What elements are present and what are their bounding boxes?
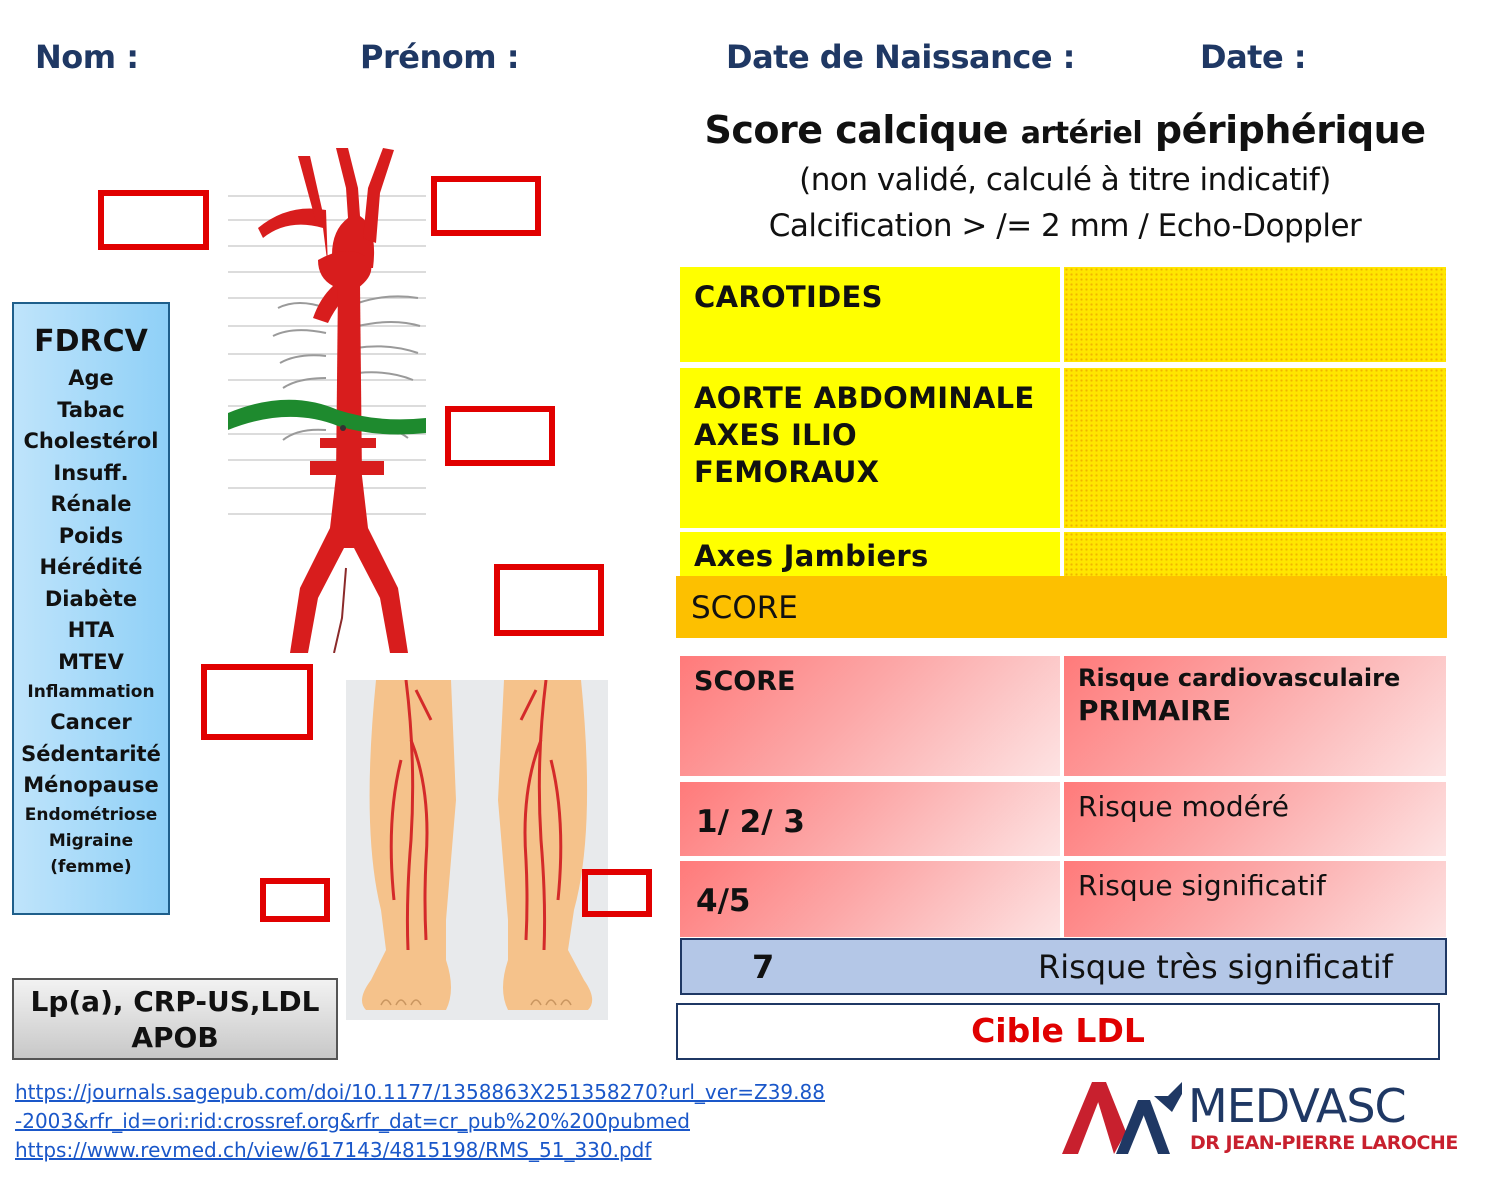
- risk-row-1-score: 1/ 2/ 3: [680, 782, 1060, 856]
- reference-links: [15, 1078, 825, 1165]
- risk-row-3-score: 7: [752, 948, 775, 986]
- fdrcv-item: MTEV: [58, 649, 124, 674]
- cible-ldl-box[interactable]: Cible LDL: [676, 1003, 1440, 1060]
- aorte-line-3: FEMORAUX: [694, 455, 880, 489]
- risk-row-2-label: Risque significatif: [1064, 861, 1446, 937]
- biomarkers-line-1: Lp(a), CRP-US,LDL: [30, 985, 320, 1018]
- reference-link-2[interactable]: https://www.revmed.ch/view/617143/4815198/RMS_51_330.pdf: [15, 1138, 652, 1162]
- risk-row-2-score: 4/5: [680, 861, 1060, 937]
- fdrcv-item: Endométriose: [24, 804, 158, 825]
- aorta-illustration: [228, 148, 426, 653]
- date-label: Date :: [1200, 38, 1307, 76]
- fdrcv-item: Diabète: [44, 586, 138, 611]
- fdrcv-title: FDRCV: [34, 324, 148, 359]
- fdrcv-item: Cholestérol: [23, 429, 159, 453]
- aorte-value-cell[interactable]: [1064, 368, 1446, 528]
- red-input-box-3[interactable]: [445, 406, 555, 466]
- fdrcv-item: Sédentarité: [21, 741, 161, 766]
- aorte-label: [680, 368, 1060, 528]
- carotides-value-cell[interactable]: [1064, 267, 1446, 362]
- risk-row-1-label: Risque modéré: [1064, 782, 1446, 856]
- title-part-a: Score calcique: [704, 108, 1009, 152]
- title-part-b: artériel: [1020, 116, 1143, 151]
- date-naissance-label: Date de Naissance :: [726, 38, 1075, 76]
- red-input-box-5[interactable]: [201, 664, 313, 740]
- fdrcv-item: Hérédité: [39, 555, 143, 579]
- aorte-line-1: AORTE ABDOMINALE: [694, 381, 1035, 415]
- fdrcv-item: Age: [68, 366, 114, 390]
- carotides-label: CAROTIDES: [680, 267, 1060, 362]
- biomarkers-box: [12, 978, 338, 1060]
- fdrcv-item: Inflammation: [27, 682, 155, 702]
- risk-header-line-1: Risque cardiovasculaire: [1078, 664, 1401, 692]
- score-total-bar[interactable]: SCORE: [676, 576, 1447, 638]
- red-input-box-4[interactable]: [494, 564, 604, 636]
- fdrcv-item: Ménopause: [23, 773, 159, 797]
- title-line-1: [680, 108, 1450, 152]
- fdrcv-panel: [12, 302, 170, 915]
- title-part-c: périphérique: [1154, 108, 1426, 152]
- risk-header-line-2: PRIMAIRE: [1078, 694, 1232, 727]
- title-line-3: Calcification > /= 2 mm / Echo-Doppler: [768, 208, 1362, 244]
- red-input-box-1[interactable]: [98, 190, 209, 250]
- fdrcv-item: (femme): [50, 856, 132, 877]
- logo-name: MEDVASC: [1188, 1079, 1406, 1133]
- fdrcv-item: Cancer: [50, 710, 132, 734]
- medvasc-logo-icon: [1062, 1082, 1182, 1154]
- reference-link-1-cont[interactable]: -2003&rfr_id=ori:rid:crossref.org&rfr_dat=cr_pub%20%200pubmed: [15, 1109, 690, 1133]
- red-input-box-7[interactable]: [582, 869, 652, 917]
- risk-row-3: [680, 938, 1447, 995]
- fdrcv-item: HTA: [67, 618, 115, 642]
- risk-row-3-label: Risque très significatif: [1038, 948, 1393, 986]
- legs-illustration: [346, 680, 608, 1020]
- logo-subtitle: DR JEAN-PIERRE LAROCHE: [1190, 1132, 1458, 1154]
- fdrcv-item: Migraine: [48, 830, 134, 851]
- risk-score-header: SCORE: [680, 656, 1060, 776]
- fdrcv-item: Poids: [58, 523, 124, 548]
- biomarkers-line-2: APOB: [131, 1021, 219, 1054]
- title-line-2: (non validé, calculé à titre indicatif): [799, 162, 1331, 198]
- red-input-box-2[interactable]: [431, 176, 541, 236]
- prenom-label: Prénom :: [360, 38, 519, 76]
- fdrcv-item: Tabac: [57, 397, 125, 422]
- aorte-line-2: AXES ILIO: [694, 418, 858, 452]
- nom-label: Nom :: [35, 38, 139, 76]
- jambiers-label: Axes Jambiers: [680, 532, 1060, 576]
- red-input-box-6[interactable]: [260, 878, 330, 922]
- page-title: [680, 108, 1450, 244]
- jambiers-value-cell[interactable]: [1064, 532, 1446, 576]
- fdrcv-item: Rénale: [50, 492, 132, 516]
- fdrcv-item: Insuff.: [53, 460, 129, 485]
- reference-link-1[interactable]: https://journals.sagepub.com/doi/10.1177/1358863X251358270?url_ver=Z39.88: [15, 1080, 825, 1104]
- risk-type-header: [1064, 656, 1446, 776]
